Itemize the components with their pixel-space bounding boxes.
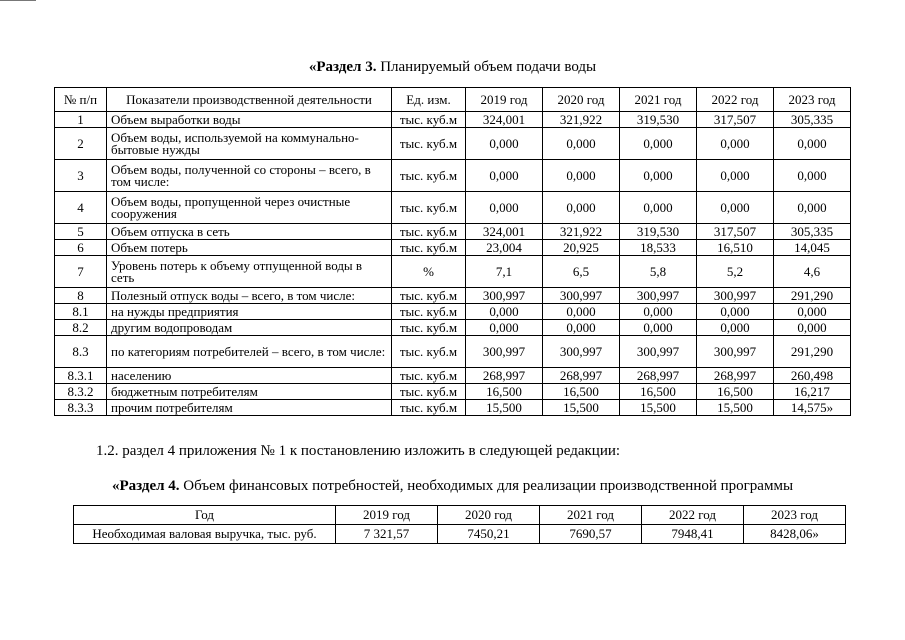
table-row — [55, 224, 851, 240]
table-header-row — [74, 506, 846, 525]
column-header: Показатели производственной деятельности — [107, 88, 392, 112]
table-row — [55, 160, 851, 192]
water-supply-table — [54, 87, 851, 416]
value-cell: 15,500 — [620, 400, 697, 416]
value-cell: 0,000 — [620, 192, 697, 224]
value-cell: 0,000 — [697, 160, 774, 192]
unit-cell: тыс. куб.м — [392, 112, 466, 128]
value-cell: 0,000 — [543, 320, 620, 336]
table-row — [55, 256, 851, 288]
value-cell: 4,6 — [774, 256, 851, 288]
table-row — [74, 525, 846, 544]
value-cell: 324,001 — [466, 224, 543, 240]
column-header: 2019 год — [466, 88, 543, 112]
column-header: № п/п — [55, 88, 107, 112]
indicator-name-cell: Уровень потерь к объему отпущенной воды в сеть — [107, 256, 392, 288]
column-header: 2021 год — [620, 88, 697, 112]
section4-prefix: «Раздел 4. — [111, 478, 180, 494]
indicator-name-cell: Объем выработки воды — [107, 112, 392, 128]
value-cell: 268,997 — [620, 368, 697, 384]
value-cell: 20,925 — [543, 240, 620, 256]
row-label-cell: Необходимая валовая выручка, тыс. руб. — [74, 525, 336, 544]
value-cell: 0,000 — [774, 128, 851, 160]
value-cell: 0,000 — [697, 192, 774, 224]
value-cell: 268,997 — [466, 368, 543, 384]
section4-title: Объем финансовых потребностей, необходимых для реализации производственной программы — [183, 478, 794, 494]
indicator-name-cell: Полезный отпуск воды – всего, в том числе: — [107, 288, 392, 304]
value-cell: 291,290 — [774, 336, 851, 368]
column-header: Год — [74, 506, 336, 525]
value-cell: 16,500 — [466, 384, 543, 400]
indicator-name-cell: населению — [107, 368, 392, 384]
value-cell: 0,000 — [620, 160, 697, 192]
value-cell: 300,997 — [543, 288, 620, 304]
row-number-cell: 4 — [55, 192, 107, 224]
row-number-cell: 6 — [55, 240, 107, 256]
table-row — [55, 240, 851, 256]
value-cell: 6,5 — [543, 256, 620, 288]
row-number-cell: 2 — [55, 128, 107, 160]
column-header: 2020 год — [543, 88, 620, 112]
value-cell: 0,000 — [466, 304, 543, 320]
table-row — [55, 336, 851, 368]
row-number-cell: 3 — [55, 160, 107, 192]
paragraph-1-2: 1.2. раздел 4 приложения № 1 к постановлению изложить в следующей редакции: — [96, 443, 621, 459]
value-cell: 0,000 — [543, 192, 620, 224]
value-cell: 260,498 — [774, 368, 851, 384]
value-cell: 0,000 — [774, 160, 851, 192]
value-cell: 14,045 — [774, 240, 851, 256]
value-cell: 0,000 — [697, 304, 774, 320]
section3-title: Планируемый объем подачи воды — [380, 59, 597, 75]
value-cell: 7,1 — [466, 256, 543, 288]
column-header: 2023 год — [774, 88, 851, 112]
value-cell: 300,997 — [466, 336, 543, 368]
unit-cell: тыс. куб.м — [392, 320, 466, 336]
value-cell: 319,530 — [620, 224, 697, 240]
row-number-cell: 8 — [55, 288, 107, 304]
value-cell: 268,997 — [543, 368, 620, 384]
value-cell: 0,000 — [543, 128, 620, 160]
value-cell: 268,997 — [697, 368, 774, 384]
value-cell: 319,530 — [620, 112, 697, 128]
value-cell: 7450,21 — [438, 525, 540, 544]
value-cell: 14,575» — [774, 400, 851, 416]
unit-cell: тыс. куб.м — [392, 240, 466, 256]
unit-cell: % — [392, 256, 466, 288]
unit-cell: тыс. куб.м — [392, 224, 466, 240]
unit-cell: тыс. куб.м — [392, 128, 466, 160]
table-row — [55, 368, 851, 384]
value-cell: 15,500 — [543, 400, 620, 416]
value-cell: 300,997 — [620, 288, 697, 304]
value-cell: 8428,06» — [744, 525, 846, 544]
row-number-cell: 1 — [55, 112, 107, 128]
row-number-cell: 8.2 — [55, 320, 107, 336]
value-cell: 16,217 — [774, 384, 851, 400]
column-header: Ед. изм. — [392, 88, 466, 112]
value-cell: 5,8 — [620, 256, 697, 288]
value-cell: 0,000 — [620, 304, 697, 320]
indicator-name-cell: бюджетным потребителям — [107, 384, 392, 400]
unit-cell: тыс. куб.м — [392, 400, 466, 416]
value-cell: 300,997 — [697, 288, 774, 304]
value-cell: 300,997 — [543, 336, 620, 368]
value-cell: 0,000 — [774, 304, 851, 320]
table-row — [55, 304, 851, 320]
value-cell: 0,000 — [620, 320, 697, 336]
column-header: 2020 год — [438, 506, 540, 525]
value-cell: 16,510 — [697, 240, 774, 256]
table-row — [55, 288, 851, 304]
row-number-cell: 8.3.1 — [55, 368, 107, 384]
value-cell: 0,000 — [466, 160, 543, 192]
value-cell: 0,000 — [543, 304, 620, 320]
unit-cell: тыс. куб.м — [392, 192, 466, 224]
indicator-name-cell: по категориям потребителей – всего, в том числе: — [107, 336, 392, 368]
row-number-cell: 8.3.2 — [55, 384, 107, 400]
value-cell: 0,000 — [466, 320, 543, 336]
row-number-cell: 8.3 — [55, 336, 107, 368]
value-cell: 23,004 — [466, 240, 543, 256]
value-cell: 16,500 — [620, 384, 697, 400]
value-cell: 0,000 — [774, 320, 851, 336]
unit-cell: тыс. куб.м — [392, 304, 466, 320]
table-row — [55, 400, 851, 416]
table-header-row — [55, 88, 851, 112]
unit-cell: тыс. куб.м — [392, 368, 466, 384]
unit-cell: тыс. куб.м — [392, 288, 466, 304]
value-cell: 321,922 — [543, 112, 620, 128]
value-cell: 0,000 — [620, 128, 697, 160]
indicator-name-cell: Объем воды, пропущенной через очистные сооружения — [107, 192, 392, 224]
value-cell: 18,533 — [620, 240, 697, 256]
indicator-name-cell: Объем потерь — [107, 240, 392, 256]
value-cell: 300,997 — [466, 288, 543, 304]
value-cell: 7690,57 — [540, 525, 642, 544]
value-cell: 0,000 — [466, 192, 543, 224]
value-cell: 16,500 — [697, 384, 774, 400]
value-cell: 305,335 — [774, 112, 851, 128]
corner-mark — [0, 0, 36, 1]
indicator-name-cell: другим водопроводам — [107, 320, 392, 336]
indicator-name-cell: Объем воды, используемой на коммунально-бытовые нужды — [107, 128, 392, 160]
unit-cell: тыс. куб.м — [392, 384, 466, 400]
row-number-cell: 7 — [55, 256, 107, 288]
unit-cell: тыс. куб.м — [392, 160, 466, 192]
column-header: 2022 год — [642, 506, 744, 525]
unit-cell: тыс. куб.м — [392, 336, 466, 368]
section3-heading — [0, 58, 905, 76]
section4-heading — [80, 477, 825, 495]
value-cell: 0,000 — [697, 320, 774, 336]
value-cell: 300,997 — [697, 336, 774, 368]
section3-prefix: «Раздел 3. — [308, 59, 377, 75]
column-header: 2021 год — [540, 506, 642, 525]
table-row — [55, 384, 851, 400]
value-cell: 7 321,57 — [336, 525, 438, 544]
indicator-name-cell: Объем отпуска в сеть — [107, 224, 392, 240]
column-header: 2019 год — [336, 506, 438, 525]
value-cell: 317,507 — [697, 224, 774, 240]
value-cell: 300,997 — [620, 336, 697, 368]
value-cell: 291,290 — [774, 288, 851, 304]
table-row — [55, 192, 851, 224]
table-row — [55, 112, 851, 128]
value-cell: 7948,41 — [642, 525, 744, 544]
value-cell: 0,000 — [543, 160, 620, 192]
value-cell: 305,335 — [774, 224, 851, 240]
value-cell: 16,500 — [543, 384, 620, 400]
value-cell: 0,000 — [466, 128, 543, 160]
row-number-cell: 8.3.3 — [55, 400, 107, 416]
financial-needs-table — [73, 505, 846, 544]
indicator-name-cell: прочим потребителям — [107, 400, 392, 416]
row-number-cell: 8.1 — [55, 304, 107, 320]
indicator-name-cell: на нужды предприятия — [107, 304, 392, 320]
row-number-cell: 5 — [55, 224, 107, 240]
value-cell: 321,922 — [543, 224, 620, 240]
table-row — [55, 128, 851, 160]
value-cell: 0,000 — [697, 128, 774, 160]
value-cell: 15,500 — [697, 400, 774, 416]
table-row — [55, 320, 851, 336]
value-cell: 15,500 — [466, 400, 543, 416]
value-cell: 324,001 — [466, 112, 543, 128]
column-header: 2023 год — [744, 506, 846, 525]
indicator-name-cell: Объем воды, полученной со стороны – всего, в том числе: — [107, 160, 392, 192]
value-cell: 0,000 — [774, 192, 851, 224]
value-cell: 317,507 — [697, 112, 774, 128]
column-header: 2022 год — [697, 88, 774, 112]
value-cell: 5,2 — [697, 256, 774, 288]
